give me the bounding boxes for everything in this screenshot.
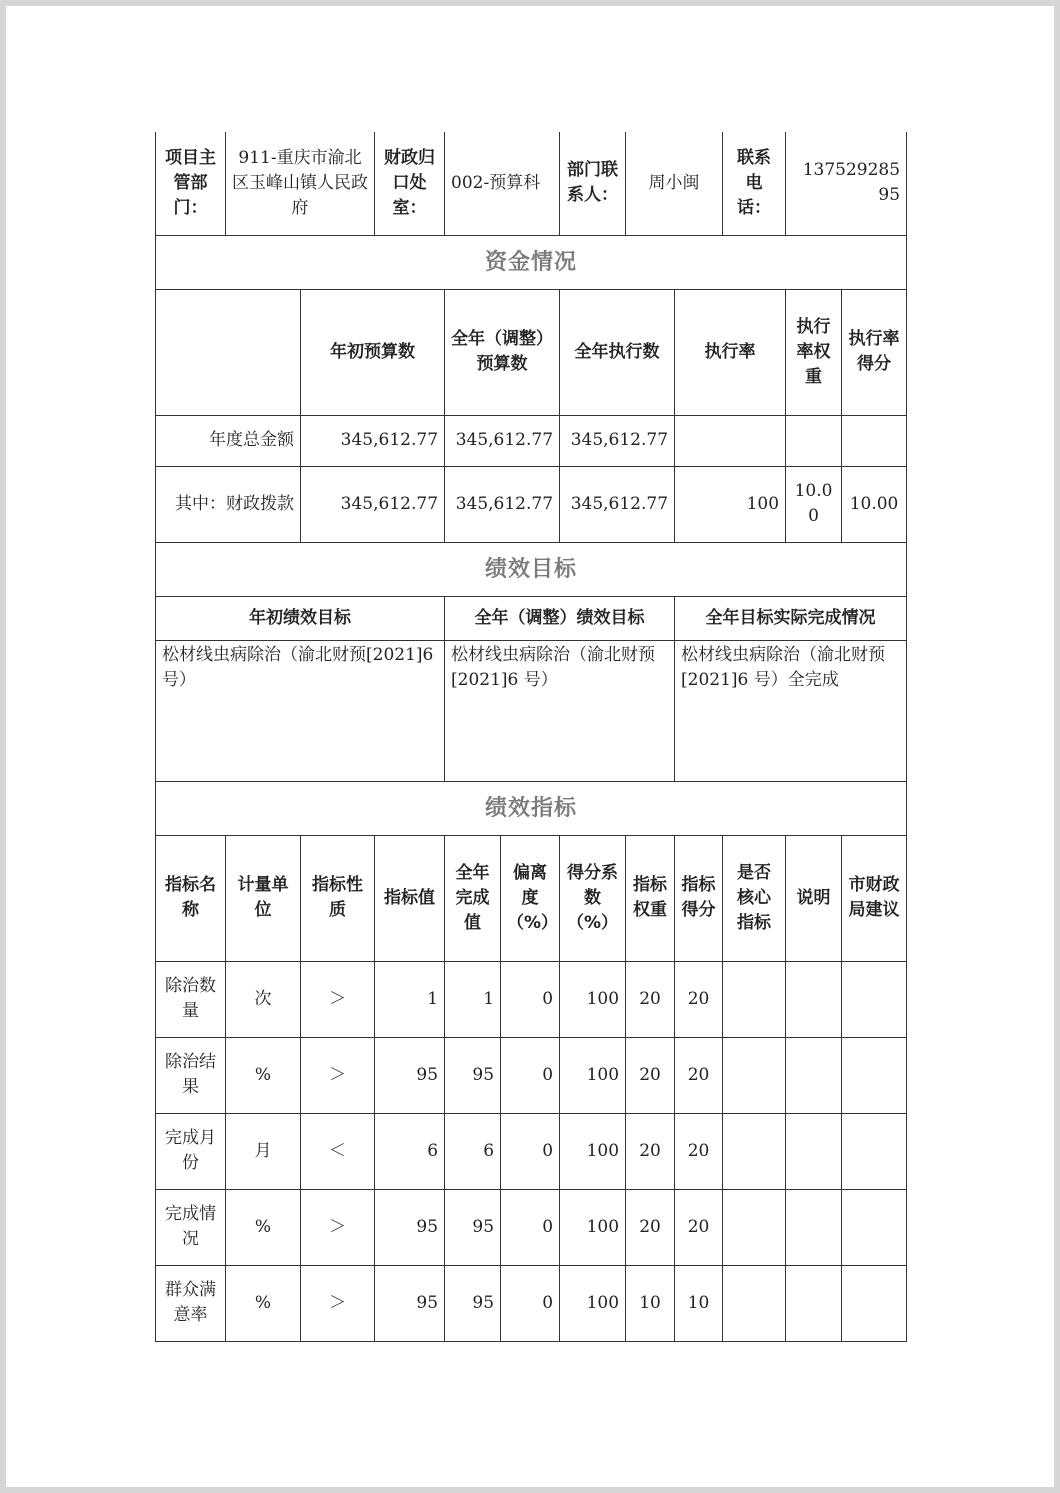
goals-header-actual: 全年目标实际完成情况: [675, 596, 907, 640]
ind-header-deviation: 偏离度（%）: [501, 835, 560, 961]
ind-score: 20: [675, 1037, 723, 1113]
ind-value: 95: [375, 1037, 445, 1113]
goals-initial-text: 松材线虫病除治（渝北财预[2021]6 号）: [156, 640, 445, 781]
ind-completed: 95: [445, 1037, 501, 1113]
goals-header-initial: 年初绩效目标: [156, 596, 445, 640]
funds-row-rate: 100: [675, 466, 786, 542]
ind-note: [786, 1265, 842, 1341]
ind-core: [723, 961, 786, 1037]
ind-coef: 100: [560, 1113, 626, 1189]
ind-core: [723, 1265, 786, 1341]
funds-header-score: 执行率得分: [842, 289, 907, 415]
ind-header-core: 是否核心指标: [723, 835, 786, 961]
funds-row-label: 年度总金额: [156, 415, 301, 466]
ind-weight: 20: [626, 1189, 675, 1265]
funds-header-row: [156, 289, 907, 415]
ind-unit: %: [226, 1189, 301, 1265]
funds-row-adjusted: 345,612.77: [445, 466, 560, 542]
ind-advice: [842, 1037, 907, 1113]
indicator-row: [156, 1113, 907, 1189]
ind-unit: %: [226, 1265, 301, 1341]
ind-nature: ＜: [301, 1113, 375, 1189]
funds-header-rate: 执行率: [675, 289, 786, 415]
ind-completed: 1: [445, 961, 501, 1037]
ind-advice: [842, 1113, 907, 1189]
ind-value: 95: [375, 1265, 445, 1341]
ind-deviation: 0: [501, 1037, 560, 1113]
ind-nature: ＞: [301, 961, 375, 1037]
funds-row-initial: 345,612.77: [301, 415, 445, 466]
indicator-row: [156, 1037, 907, 1113]
ind-deviation: 0: [501, 1265, 560, 1341]
contact-label: 部门联系人：: [560, 132, 626, 235]
ind-name: 完成情况: [156, 1189, 226, 1265]
ind-score: 20: [675, 1189, 723, 1265]
ind-nature: ＞: [301, 1037, 375, 1113]
ind-value: 95: [375, 1189, 445, 1265]
funds-header-executed: 全年执行数: [560, 289, 675, 415]
ind-header-value: 指标值: [375, 835, 445, 961]
indicator-row: [156, 1265, 907, 1341]
funds-header-weight: 执行率权重: [786, 289, 842, 415]
funds-header-initial: 年初预算数: [301, 289, 445, 415]
ind-header-score: 指标得分: [675, 835, 723, 961]
ind-nature: ＞: [301, 1189, 375, 1265]
funds-row-total: [156, 415, 907, 466]
ind-completed: 95: [445, 1265, 501, 1341]
indicator-row: [156, 961, 907, 1037]
ind-unit: %: [226, 1037, 301, 1113]
header-row: [156, 132, 907, 235]
ind-deviation: 0: [501, 961, 560, 1037]
ind-advice: [842, 1189, 907, 1265]
phone-value: 13752928595: [786, 132, 907, 235]
goals-header-row: [156, 596, 907, 640]
funds-row-rate: [675, 415, 786, 466]
ind-unit: 次: [226, 961, 301, 1037]
ind-advice: [842, 961, 907, 1037]
ind-score: 20: [675, 1113, 723, 1189]
ind-header-unit: 计量单位: [226, 835, 301, 961]
goals-section-title: 绩效目标: [156, 542, 907, 596]
ind-core: [723, 1113, 786, 1189]
ind-core: [723, 1189, 786, 1265]
funds-header-adjusted: 全年（调整）预算数: [445, 289, 560, 415]
funds-header-blank: [156, 289, 301, 415]
ind-value: 6: [375, 1113, 445, 1189]
ind-header-coef: 得分系数（%）: [560, 835, 626, 961]
funds-row-adjusted: 345,612.77: [445, 415, 560, 466]
indicator-row: [156, 1189, 907, 1265]
ind-header-note: 说明: [786, 835, 842, 961]
ind-name: 除治数量: [156, 961, 226, 1037]
funds-row-executed: 345,612.77: [560, 415, 675, 466]
ind-name: 群众满意率: [156, 1265, 226, 1341]
ind-nature: ＞: [301, 1265, 375, 1341]
ind-header-name: 指标名称: [156, 835, 226, 961]
ind-header-advice: 市财政局建议: [842, 835, 907, 961]
ind-name: 完成月份: [156, 1113, 226, 1189]
funds-row-executed: 345,612.77: [560, 466, 675, 542]
performance-table: [155, 132, 907, 1342]
ind-note: [786, 1189, 842, 1265]
ind-header-completed: 全年完成值: [445, 835, 501, 961]
contact-value: 周小闽: [626, 132, 723, 235]
indicators-header-row: [156, 835, 907, 961]
office-label: 财政归口处室：: [375, 132, 445, 235]
ind-name: 除治结果: [156, 1037, 226, 1113]
dept-value: 911-重庆市渝北区玉峰山镇人民政府: [226, 132, 375, 235]
goals-actual-text: 松材线虫病除治（渝北财预[2021]6 号）全完成: [675, 640, 907, 781]
ind-note: [786, 961, 842, 1037]
ind-advice: [842, 1265, 907, 1341]
ind-completed: 95: [445, 1189, 501, 1265]
ind-deviation: 0: [501, 1113, 560, 1189]
ind-weight: 20: [626, 961, 675, 1037]
funds-row-score: [842, 415, 907, 466]
goals-adjusted-text: 松材线虫病除治（渝北财预[2021]6 号）: [445, 640, 675, 781]
funds-row-weight: 10.00: [786, 466, 842, 542]
ind-coef: 100: [560, 1037, 626, 1113]
ind-value: 1: [375, 961, 445, 1037]
funds-row-label: 其中：财政拨款: [156, 466, 301, 542]
indicators-section-title: 绩效指标: [156, 781, 907, 835]
ind-completed: 6: [445, 1113, 501, 1189]
ind-header-nature: 指标性质: [301, 835, 375, 961]
ind-unit: 月: [226, 1113, 301, 1189]
funds-row-weight: [786, 415, 842, 466]
phone-label: 联系电话：: [723, 132, 786, 235]
funds-section-title: 资金情况: [156, 235, 907, 289]
dept-label: 项目主管部门：: [156, 132, 226, 235]
ind-header-weight: 指标权重: [626, 835, 675, 961]
ind-weight: 20: [626, 1113, 675, 1189]
funds-row-score: 10.00: [842, 466, 907, 542]
ind-weight: 20: [626, 1037, 675, 1113]
ind-coef: 100: [560, 1189, 626, 1265]
ind-coef: 100: [560, 1265, 626, 1341]
ind-weight: 10: [626, 1265, 675, 1341]
ind-note: [786, 1113, 842, 1189]
ind-core: [723, 1037, 786, 1113]
goals-header-adjusted: 全年（调整）绩效目标: [445, 596, 675, 640]
office-value: 002-预算科: [445, 132, 560, 235]
ind-score: 20: [675, 961, 723, 1037]
ind-score: 10: [675, 1265, 723, 1341]
ind-note: [786, 1037, 842, 1113]
ind-coef: 100: [560, 961, 626, 1037]
funds-row-fiscal: [156, 466, 907, 542]
ind-deviation: 0: [501, 1189, 560, 1265]
funds-row-initial: 345,612.77: [301, 466, 445, 542]
goals-content-row: [156, 640, 907, 781]
